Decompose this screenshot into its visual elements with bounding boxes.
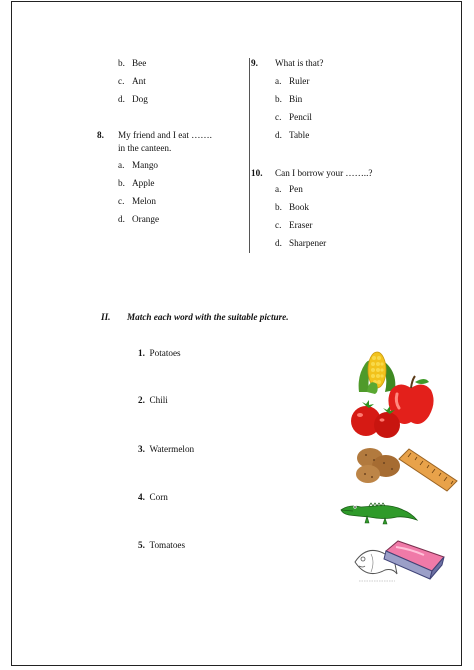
q8-option-b: b. Apple — [118, 178, 155, 188]
section-number: II. — [101, 312, 111, 322]
q8-option-a: a. Mango — [118, 160, 159, 170]
tomatoes-picture — [349, 395, 403, 441]
match-item-2: 2. Chili — [138, 395, 168, 405]
q8-text-line1: My friend and I eat ……. — [118, 130, 212, 140]
q10-option-c: c. Eraser — [275, 220, 313, 230]
q8-text-line2: in the canteen. — [118, 143, 172, 153]
q10-number: 10. — [251, 168, 263, 178]
q10-text: Can I borrow your ……..? — [275, 168, 373, 178]
worksheet-page — [11, 1, 462, 666]
q7-option-c: c. Ant — [118, 76, 146, 86]
crocodile-picture — [339, 496, 419, 526]
q10-option-d: d. Sharpener — [275, 238, 327, 248]
q10-option-a: a. Pen — [275, 184, 303, 194]
q8-number: 8. — [97, 130, 104, 140]
q9-number: 9. — [251, 58, 258, 68]
column-divider — [249, 58, 250, 253]
match-item-4: 4. Corn — [138, 492, 168, 502]
eraser-picture — [380, 537, 448, 581]
q9-option-c: c. Pencil — [275, 112, 312, 122]
match-item-1: 1. Potatoes — [138, 348, 181, 358]
section-title: Match each word with the suitable picture. — [127, 312, 289, 322]
q7-option-b: b. Bee — [118, 58, 147, 68]
q8-option-c: c. Melon — [118, 196, 156, 206]
q9-text: What is that? — [275, 58, 324, 68]
match-item-3: 3. Watermelon — [138, 444, 195, 454]
q9-option-a: a. Ruler — [275, 76, 310, 86]
q10-option-b: b. Book — [275, 202, 309, 212]
q9-option-b: b. Bin — [275, 94, 303, 104]
ruler-picture — [395, 445, 461, 495]
q8-option-d: d. Orange — [118, 214, 160, 224]
match-item-5: 5. Tomatoes — [138, 540, 186, 550]
q9-option-d: d. Table — [275, 130, 310, 140]
q7-option-d: d. Dog — [118, 94, 148, 104]
